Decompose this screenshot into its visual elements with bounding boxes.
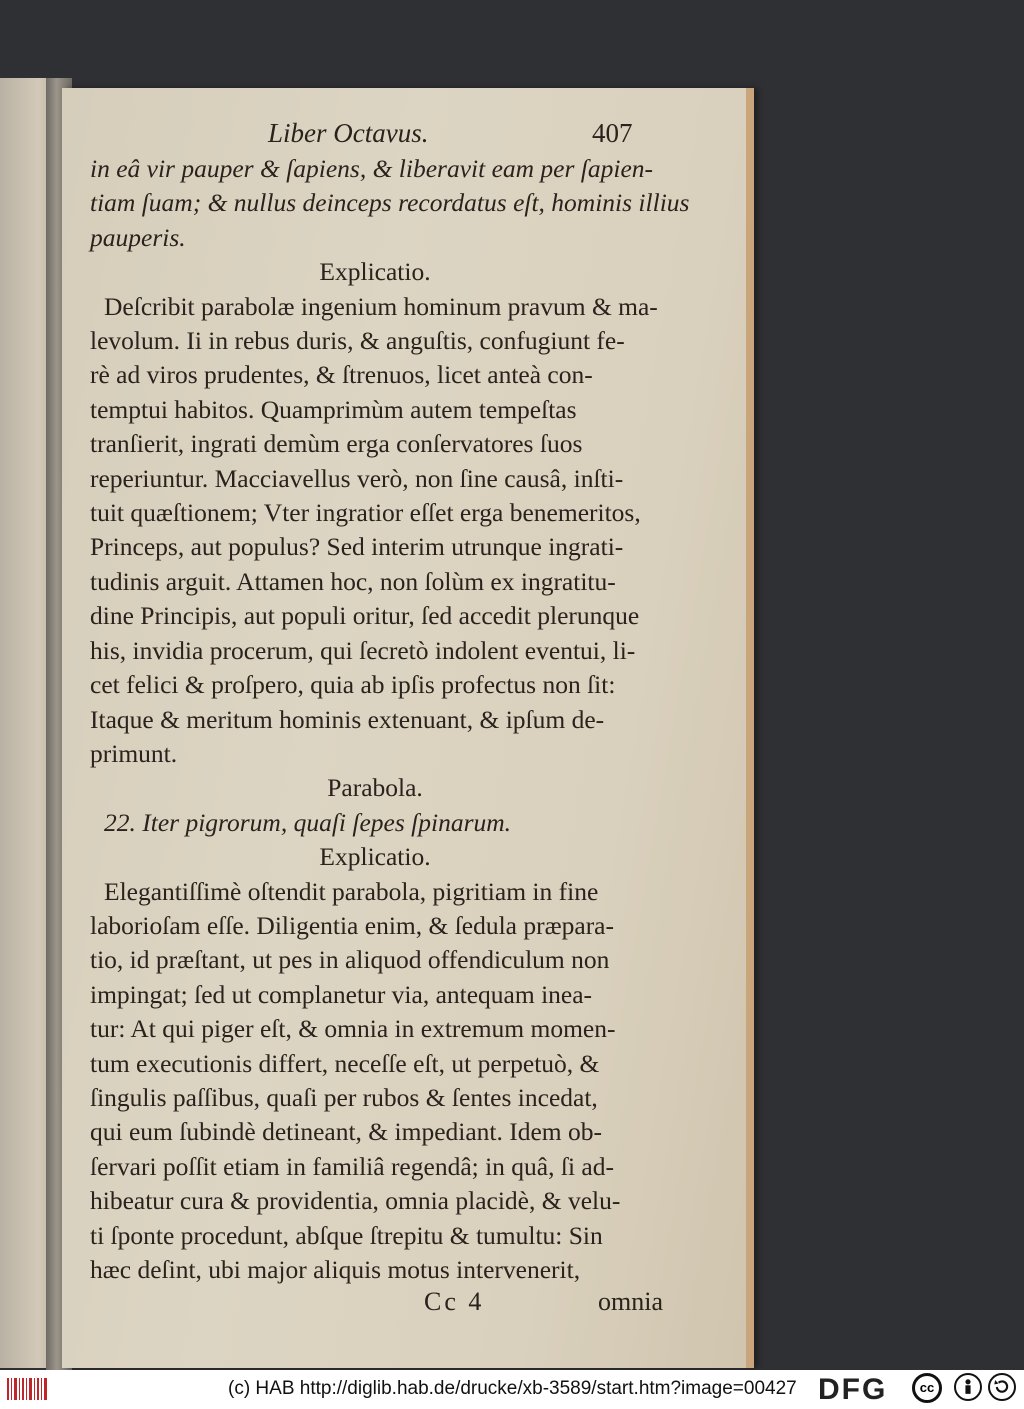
text-line: reperiuntur. Macciavellus verò, non ſine causâ, inſti-: [90, 463, 624, 493]
text-line: levolum. Ii in rebus duris, & anguſtis, confugiunt fe-: [90, 326, 625, 356]
text-line: cet felici & proſpero, quia ab ipſis profectus non ſit:: [90, 670, 616, 700]
text-line: his, invidia procerum, qui ſecretò indolent eventui, li-: [90, 635, 636, 665]
text-line: tuit quæſtionem; Vter ingratior eſſet erga benemeritos,: [90, 498, 641, 528]
text-line: tum executionis differt, neceſſe eſt, ut perpetuò, &: [90, 1048, 600, 1078]
by-icon: [954, 1373, 982, 1401]
text-line: pauperis.: [90, 222, 186, 252]
text-line: ſingulis paſſibus, quaſi per rubos & ſentes incedat,: [90, 1082, 598, 1112]
signature-line: [90, 1287, 663, 1321]
text-line: tranſierit, ingrati demùm erga conſervatores ſuos: [90, 429, 583, 459]
running-head: Liber Octavus.: [268, 118, 429, 148]
signature-mark: Cc 4: [424, 1287, 485, 1317]
text-line: tudinis arguit. Attamen hoc, non ſolùm ex ingratitu-: [90, 566, 616, 596]
text-line: tio, id præſtant, ut pes in aliquod offendiculum non: [90, 945, 610, 975]
text-body: [90, 152, 690, 1287]
text-line: hibeatur cura & providentia, omnia placidè, & velu-: [90, 1186, 621, 1216]
text-line: Explicatio.: [319, 257, 431, 287]
text-line: laborioſam eſſe. Diligentia enim, & ſedula præpara-: [90, 910, 614, 940]
sa-icon: [988, 1373, 1016, 1401]
text-line: tiam ſuam; & nullus deinceps recordatus eſt, hominis illius: [90, 188, 690, 218]
text-line: ſervari poſſit etiam in familiâ regendâ; in quâ, ſi ad-: [90, 1151, 614, 1181]
text-line: impingat; ſed ut complanetur via, antequam inea-: [90, 979, 593, 1009]
text-line: rè ad viros prudentes, & ſtrenuos, licet anteà con-: [90, 360, 593, 390]
text-line: Parabola.: [327, 773, 423, 803]
catchword: omnia: [598, 1287, 663, 1317]
text-line: in eâ vir pauper & ſapiens, & liberavit eam per ſapien-: [90, 154, 654, 183]
text-line: Elegantiſſimè oſtendit parabola, pigritiam in fine: [104, 876, 599, 906]
barcode-icon: [6, 1376, 48, 1402]
text-line: Itaque & meritum hominis extenuant, & ipſum de-: [90, 704, 605, 734]
text-line: 22. Iter pigrorum, quaſi ſepes ſpinarum.: [104, 807, 512, 837]
credit-link[interactable]: (c) HAB http://diglib.hab.de/drucke/xb-3589/start.htm?image=00427: [228, 1378, 797, 1399]
cc-icon: cc: [912, 1373, 942, 1403]
text-line: Deſcribit parabolæ ingenium hominum pravum & ma-: [104, 291, 658, 321]
text-line: dine Principis, aut populi oritur, ſed accedit plerunque: [90, 601, 640, 631]
text-line: Explicatio.: [319, 842, 431, 872]
page-header: [90, 118, 660, 152]
text-line: primunt.: [90, 738, 178, 768]
viewer-footer: [0, 1370, 1024, 1409]
text-line: ti ſponte procedunt, abſque ſtrepitu & tumultu: Sin: [90, 1220, 603, 1250]
page-text: [90, 118, 690, 1321]
dfg-logo: DFG: [818, 1373, 888, 1406]
text-line: tur: At qui piger eſt, & omnia in extremum momen-: [90, 1014, 616, 1044]
page-number: 407: [592, 118, 633, 148]
text-line: hæc deſint, ubi major aliquis motus intervenerit,: [90, 1255, 581, 1284]
text-line: temptui habitos. Quamprimùm autem tempeſtas: [90, 394, 577, 424]
text-line: Princeps, aut populus? Sed interim utrunque ingrati-: [90, 532, 624, 562]
text-line: qui eum ſubindè detineant, & impediant. Idem ob-: [90, 1117, 603, 1147]
